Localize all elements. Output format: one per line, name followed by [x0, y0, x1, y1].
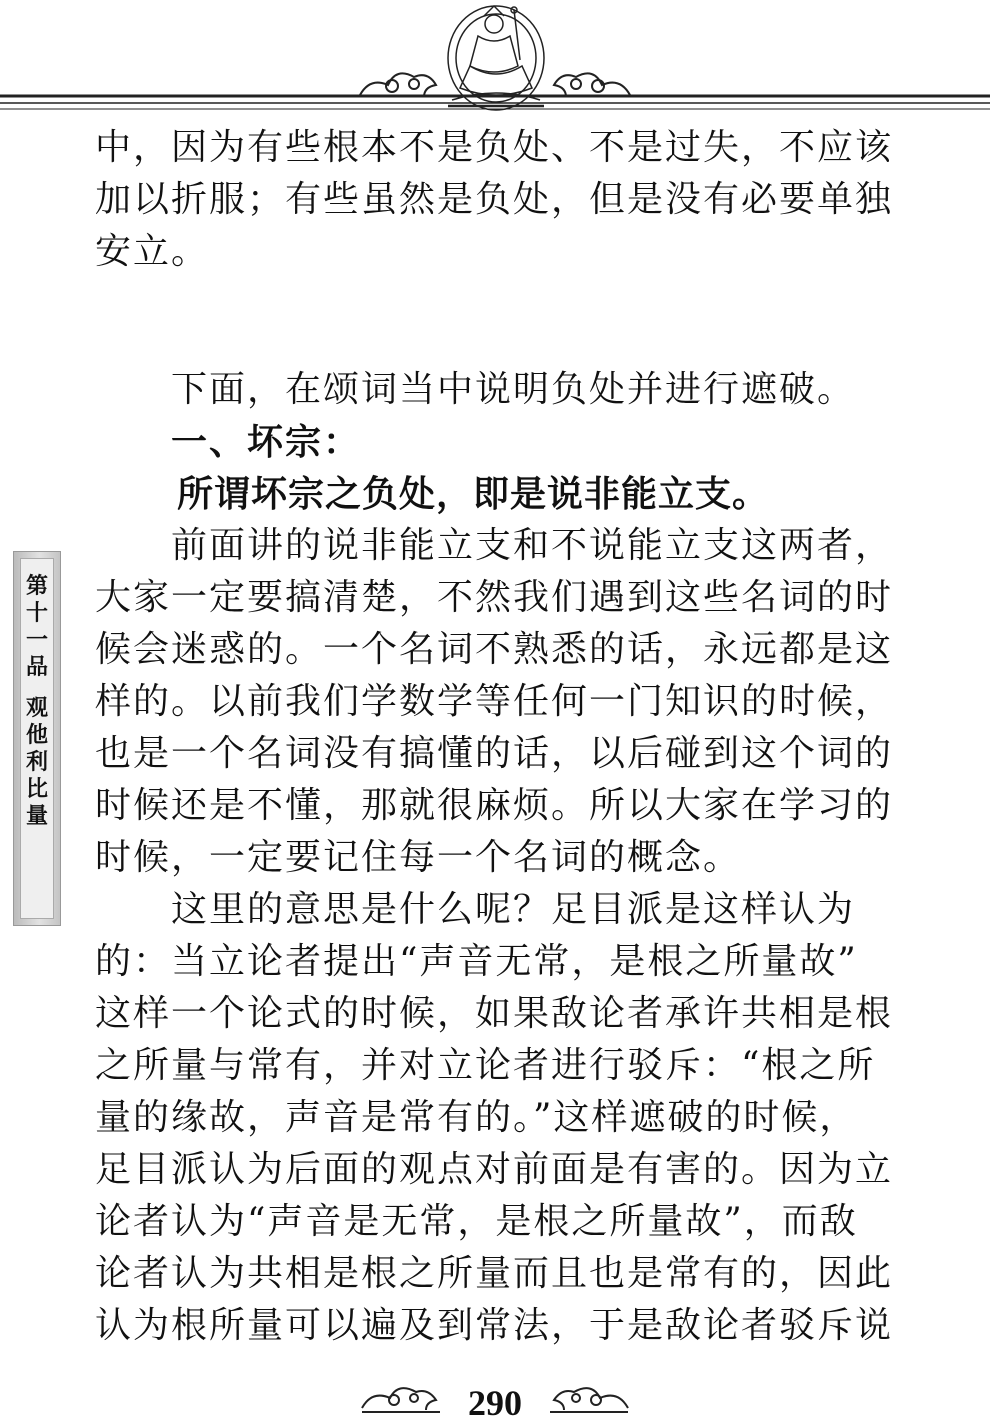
text-line: 之所量与常有，并对立论者进行驳斥：“根之所: [95, 1045, 876, 1086]
text-line: 时候，一定要记住每一个名词的概念。: [95, 837, 742, 878]
page-header: [0, 0, 990, 115]
text-line: 时候还是不懂，那就很麻烦。所以大家在学习的: [95, 785, 894, 826]
text-line: 加以折服；有些虽然是负处，但是没有必要单独: [95, 179, 894, 220]
chapter-side-tab: [13, 551, 61, 926]
chapter-char: 利: [25, 749, 48, 775]
text-line: 认为根所量可以遍及到常法，于是敌论者驳斥说: [95, 1305, 894, 1346]
chapter-char: 一: [25, 627, 48, 653]
chapter-char: 他: [25, 722, 48, 748]
text-line: 量的缘故，声音是常有的。”这样遮破的时候，: [95, 1097, 858, 1138]
section-heading: 一、坏宗：: [171, 421, 362, 463]
text-line: 这样一个论式的时候，如果敌论者承许共相是根: [95, 993, 894, 1034]
chapter-title-vertical: [21, 573, 53, 830]
chapter-char: 品: [25, 654, 48, 680]
verse-text: 所谓坏宗之负处，即是说非能立支。: [177, 473, 770, 515]
text-line: 样的。以前我们学数学等任何一门知识的时候，: [95, 681, 894, 722]
intro-paragraph: 下面，在颂词当中说明负处并进行遮破。: [171, 369, 856, 410]
text-line: 中，因为有些根本不是负处、不是过失，不应该: [95, 127, 894, 168]
chapter-char: 比: [25, 776, 48, 802]
text-line: 足目派认为后面的观点对前面是有害的。因为立: [95, 1149, 894, 1190]
cloud-ornament-footer-left-icon: [362, 1388, 440, 1412]
chapter-side-tab-inner: [20, 558, 54, 919]
text-line: 前面讲的说非能立支和不说能立支这两者，: [171, 525, 894, 566]
text-line: 论者认为共相是根之所量而且也是常有的，因此: [95, 1253, 894, 1294]
text-line: 的：当立论者提出“声音无常，是根之所量故”: [95, 941, 858, 982]
cloud-ornament-right-icon: [554, 73, 630, 97]
text-line: 安立。: [95, 231, 210, 272]
text-line: 也是一个名词没有搞懂的话，以后碰到这个词的: [95, 733, 894, 774]
cloud-ornament-left-icon: [360, 73, 436, 97]
page-footer: [0, 1378, 990, 1426]
cloud-ornament-footer-right-icon: [550, 1388, 628, 1412]
paragraph-meaning: [95, 884, 895, 1352]
text-line: 大家一定要搞清楚，不然我们遇到这些名词的时: [95, 577, 894, 618]
chapter-spacer: [21, 681, 53, 695]
chapter-char: 十: [25, 600, 48, 626]
page-number: 290: [468, 1383, 522, 1423]
chapter-char: 第: [25, 573, 48, 599]
paragraph-explanation: [95, 520, 895, 884]
chapter-char: 量: [25, 803, 48, 829]
text-line: 候会迷惑的。一个名词不熟悉的话，永远都是这: [95, 629, 894, 670]
chapter-char: 观: [25, 695, 48, 721]
paragraph-continuation: [95, 122, 895, 278]
page-body: [95, 122, 895, 1352]
deity-figure-icon: [448, 6, 544, 110]
text-line: 论者认为“声音是无常，是根之所量故”，而敌: [95, 1201, 858, 1242]
text-line: 这里的意思是什么呢？足目派是这样认为: [171, 889, 856, 930]
header-ornament: [0, 0, 990, 115]
